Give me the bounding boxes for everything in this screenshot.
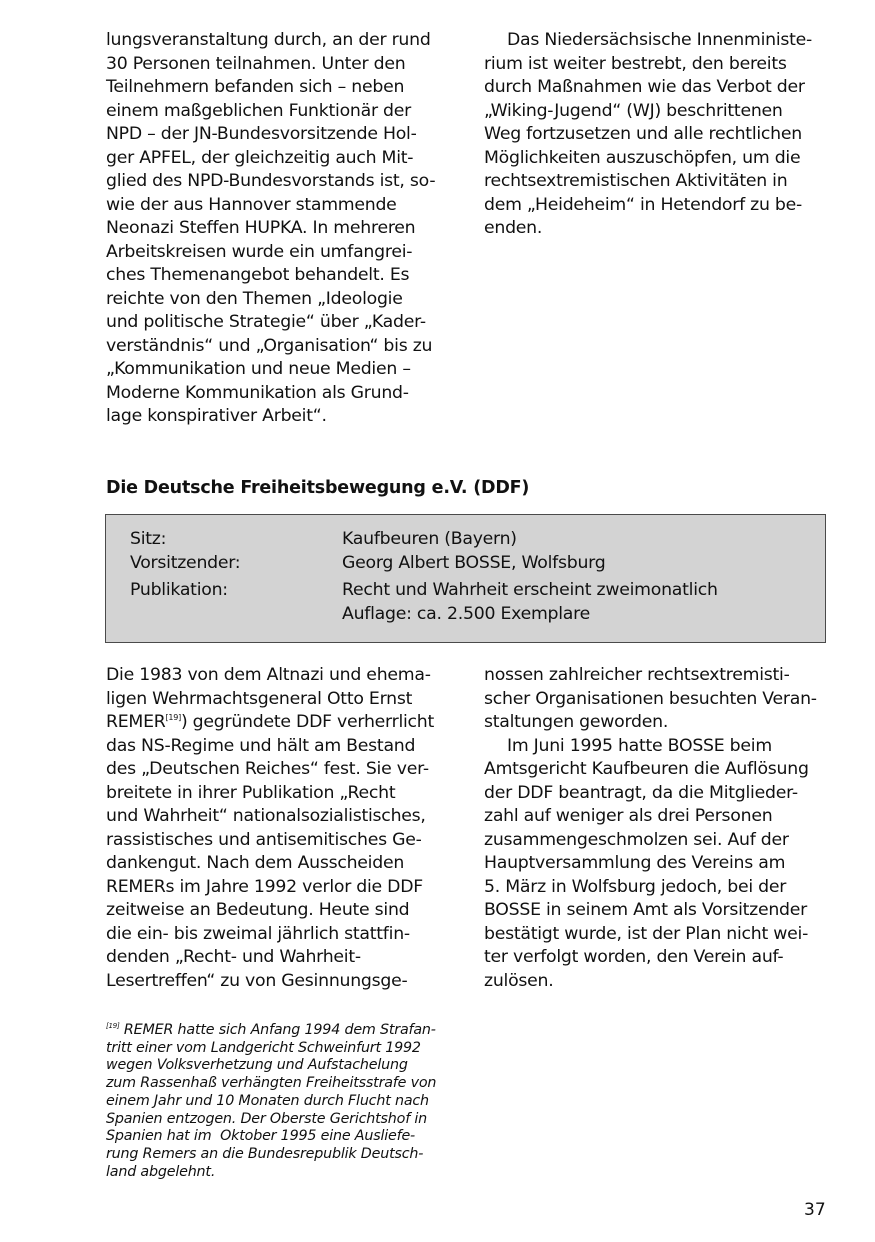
text-line: Möglichkeiten auszuschöpfen, um die [484, 147, 801, 168]
bottom-right-column [484, 664, 817, 993]
text-line: Moderne Kommunikation als Grund- [106, 382, 409, 403]
text-line: nossen zahlreicher rechtsextremisti- [484, 665, 790, 685]
footnote [106, 1022, 436, 1181]
footnote-line: einem Jahr und 10 Monaten durch Flucht nach [106, 1092, 429, 1109]
text-line: Arbeitskreisen wurde ein umfangrei- [106, 241, 413, 262]
text-line: rium ist weiter bestrebt, den bereits [484, 53, 787, 74]
text-line: zusammengeschmolzen sei. Auf der [484, 829, 789, 850]
bottom-left-column [106, 664, 434, 993]
text-line: rassistisches und antisemitisches Ge- [106, 829, 422, 850]
auflage-value: Auflage: ca. 2.500 Exemplare [342, 604, 591, 624]
text-line: „Kommunikation und neue Medien – [106, 359, 411, 379]
text-line: Weg fortzusetzen und alle rechtlichen [484, 124, 802, 144]
text-line: und Wahrheit“ nationalsozialistisches, [106, 806, 426, 826]
text-line: Das Niedersächsische Innenministe- [507, 30, 813, 50]
text-line: rechtsextremistischen Aktivitäten in [484, 171, 788, 191]
page-number: 37 [804, 1200, 826, 1220]
text-line: Die 1983 von dem Altnazi und ehema- [106, 665, 431, 685]
text-line-with-footnote [106, 711, 434, 735]
footnote-line: rung Remers an die Bundesrepublik Deutsch- [106, 1145, 424, 1162]
text-line: scher Organisationen besuchten Veran- [484, 688, 817, 709]
footnote-line: Spanien entzogen. Der Oberste Gerichtshof in [106, 1110, 428, 1127]
text-line: enden. [484, 218, 543, 238]
text-line: des „Deutschen Reiches“ fest. Sie ver- [106, 759, 429, 779]
top-right-column [484, 29, 812, 241]
footnote-line [106, 1022, 436, 1040]
text-line: Teilnehmern befanden sich – neben [106, 77, 405, 97]
text-fragment: ) gegründete DDF verherrlicht [180, 712, 435, 732]
publikation-label: Publikation: [130, 580, 228, 600]
text-line: bestätigt wurde, ist der Plan nicht wei- [484, 923, 809, 944]
text-line: die ein- bis zweimal jährlich stattfin- [106, 923, 410, 944]
text-line: ligen Wehrmachtsgeneral Otto Ernst [106, 688, 413, 709]
text-line: das NS-Regime und hält am Bestand [106, 735, 416, 756]
text-fragment: REMER [106, 712, 166, 732]
text-line: ger APFEL, der gleichzeitig auch Mit- [106, 147, 414, 168]
text-line: dem „Heideheim“ in Hetendorf zu be- [484, 194, 803, 215]
text-line: 30 Personen teilnahmen. Unter den [106, 53, 406, 74]
text-line: staltungen geworden. [484, 712, 669, 732]
text-line: BOSSE in seinem Amt als Vorsitzender [484, 900, 808, 920]
section-heading: Die Deutsche Freiheitsbewegung e.V. (DDF) [106, 478, 530, 498]
text-line: zulösen. [484, 970, 554, 991]
text-line: „Wiking-Jugend“ (WJ) beschrittenen [484, 100, 783, 121]
text-line: lungsveranstaltung durch, an der rund [106, 30, 431, 50]
text-line: zeitweise an Bedeutung. Heute sind [106, 900, 410, 920]
footnote-line: tritt einer vom Landgericht Schweinfurt 1992 [106, 1039, 421, 1056]
footnote-line: land abgelehnt. [106, 1163, 216, 1180]
publikation-value: Recht und Wahrheit erscheint zweimonatlich [342, 580, 718, 600]
footnote-line: Spanien hat im Oktober 1995 eine Ausliefe- [106, 1128, 416, 1145]
text-line: glied des NPD-Bundesvorstands ist, so- [106, 171, 436, 191]
footnote-line: zum Rassenhaß verhängten Freiheitsstrafe von [106, 1075, 437, 1092]
text-line: 5. März in Wolfsburg jedoch, bei der [484, 876, 787, 897]
footnote-text: REMER hatte sich Anfang 1994 dem Strafan- [119, 1022, 436, 1038]
text-line: Lesertreffen“ zu von Gesinnungsge- [106, 970, 408, 991]
text-line: Amtsgericht Kaufbeuren die Auflösung [484, 759, 809, 779]
footnote-reference[interactable]: [19] [165, 713, 181, 722]
text-line: denden „Recht- und Wahrheit- [106, 947, 361, 967]
text-line: reichte von den Themen „Ideologie [106, 288, 403, 309]
text-line: verständnis“ und „Organisation“ bis zu [106, 335, 433, 356]
footnote-line: wegen Volksverhetzung und Aufstachelung [106, 1057, 408, 1074]
text-line: NPD – der JN-Bundesvorsitzende Hol- [106, 124, 417, 144]
sitz-value: Kaufbeuren (Bayern) [342, 529, 517, 549]
text-line: Im Juni 1995 hatte BOSSE beim [507, 735, 772, 756]
text-line: wie der aus Hannover stammende [106, 194, 397, 215]
vorsitz-label: Vorsitzender: [130, 553, 241, 573]
text-line: Neonazi Steffen HUPKA. In mehreren [106, 218, 416, 238]
sitz-label: Sitz: [130, 529, 167, 549]
organization-info-box [105, 514, 826, 643]
text-line: REMERs im Jahre 1992 verlor die DDF [106, 876, 423, 897]
text-line: ches Themenangebot behandelt. Es [106, 265, 410, 285]
vorsitz-value: Georg Albert BOSSE, Wolfsburg [342, 553, 606, 573]
text-line: breitete in ihrer Publikation „Recht [106, 782, 396, 803]
text-line: ter verfolgt worden, den Verein auf- [484, 947, 784, 967]
top-left-column [106, 29, 435, 429]
footnote-mark: [19] [106, 1022, 120, 1030]
text-line: lage konspirativer Arbeit“. [106, 406, 327, 426]
text-line: und politische Strategie“ über „Kader- [106, 312, 426, 332]
text-line: der DDF beantragt, da die Mitglieder- [484, 782, 798, 803]
text-line: Hauptversammlung des Vereins am [484, 853, 786, 873]
text-line: einem maßgeblichen Funktionär der [106, 100, 412, 121]
text-line: durch Maßnahmen wie das Verbot der [484, 77, 805, 97]
text-line: zahl auf weniger als drei Personen [484, 806, 773, 826]
text-line: dankengut. Nach dem Ausscheiden [106, 853, 405, 873]
